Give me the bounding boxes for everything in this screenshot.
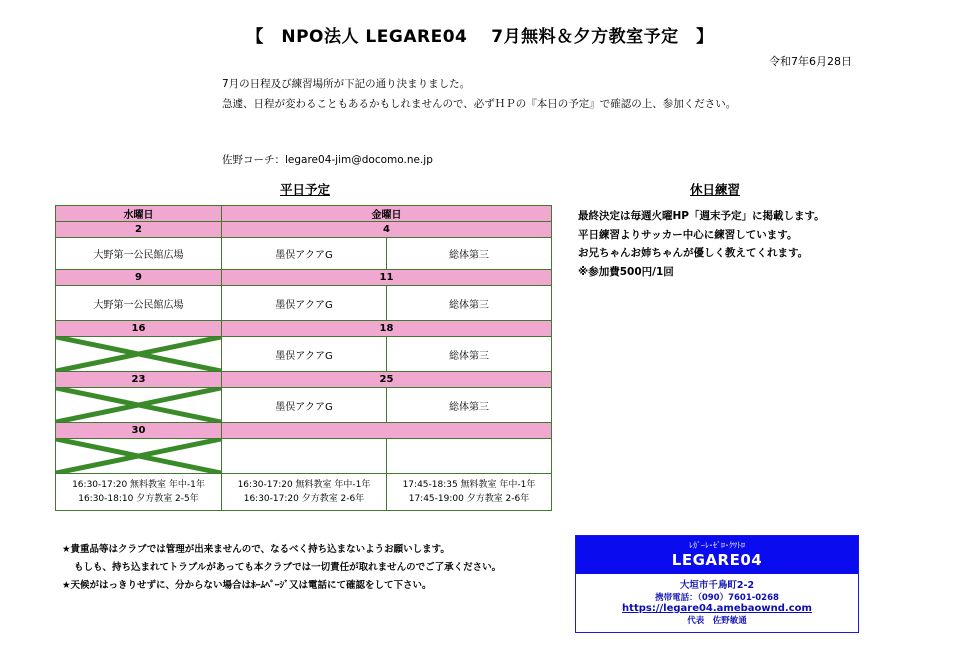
footnote-valuables: ★貴重品等はクラブでは管理が出来ませんので、なるべく持ち込まないようお願いします。 bbox=[62, 544, 450, 555]
fri-venue-1 bbox=[222, 439, 387, 474]
fri-time-note-a bbox=[222, 474, 387, 511]
footnote-liability: もしも、持ち込まれてトラブルがあっても本クラブでは一切責任が取れませんのでご了承ください。 bbox=[74, 562, 502, 573]
fri-date: 25 bbox=[222, 372, 552, 388]
date-row bbox=[56, 270, 552, 286]
fri-date: 18 bbox=[222, 321, 552, 337]
wed-date: 23 bbox=[56, 372, 222, 388]
club-contact-card bbox=[575, 535, 859, 633]
fri-venue-1: 墨俣アクアG bbox=[222, 337, 387, 372]
wed-cancelled-cell bbox=[56, 439, 222, 474]
fri-venue-2: 総体第三 bbox=[387, 286, 552, 321]
header-friday: 金曜日 bbox=[222, 206, 552, 222]
club-phone: 携帯電話：（090）7601-0268 bbox=[655, 593, 779, 603]
fri-venue-2: 総体第三 bbox=[387, 238, 552, 270]
date-row bbox=[56, 423, 552, 439]
club-address: 大垣市千鳥町2-2 bbox=[679, 580, 755, 591]
wed-cancelled-cell bbox=[56, 337, 222, 372]
wed-venue: 大野第一公民館広場 bbox=[56, 238, 222, 270]
venue-row bbox=[56, 388, 552, 423]
club-representative: 代表 佐野敏通 bbox=[687, 616, 747, 626]
holiday-line-4: ※参加費500円/1回 bbox=[578, 265, 674, 278]
date-row bbox=[56, 321, 552, 337]
date-row bbox=[56, 372, 552, 388]
wed-note-line-1: 16:30-17:20 無料教室 年中-1年 bbox=[72, 480, 205, 490]
holiday-line-1: 最終決定は毎週火曜HP「週末予定」に掲載します。 bbox=[578, 210, 825, 222]
venue-row bbox=[56, 337, 552, 372]
holiday-line-2: 平日練習よりサッカー中心に練習しています。 bbox=[578, 228, 798, 241]
cancelled-cross-icon bbox=[56, 388, 221, 422]
club-name-kana: ﾚｶﾞｰﾚ･ｾﾞﾛ･ｸﾜﾄﾛ bbox=[689, 541, 745, 550]
venue-row bbox=[56, 238, 552, 270]
wed-date: 16 bbox=[56, 321, 222, 337]
fri-venue-2 bbox=[387, 439, 552, 474]
intro-line-1: 7月の日程及び練習場所が下記の通り決まりました。 bbox=[222, 78, 471, 90]
wed-note-line-2: 16:30-18:10 夕方教室 2-5年 bbox=[78, 494, 199, 504]
card-body bbox=[576, 577, 858, 626]
wed-date: 2 bbox=[56, 222, 222, 238]
venue-row bbox=[56, 286, 552, 321]
table-header-row bbox=[56, 206, 552, 222]
weekday-section-title: 平日予定 bbox=[279, 182, 330, 197]
date-row bbox=[56, 222, 552, 238]
holiday-line-3: お兄ちゃんお姉ちゃんが優しく教えてくれます。 bbox=[578, 247, 809, 259]
page-title: 【 NPO法人 LEGARE04 7月無料＆夕方教室予定 】 bbox=[246, 27, 714, 47]
wed-date: 30 bbox=[56, 423, 222, 439]
cancelled-cross-icon bbox=[56, 337, 221, 371]
holiday-section-title: 休日練習 bbox=[689, 182, 740, 197]
coach-contact: 佐野コーチ：legare04-jim@docomo.ne.jp bbox=[222, 154, 433, 166]
holiday-info bbox=[578, 207, 825, 281]
fri-venue-2: 総体第三 bbox=[387, 388, 552, 423]
wed-date: 9 bbox=[56, 270, 222, 286]
club-name: LEGARE04 bbox=[671, 551, 763, 569]
fri-a-note-line-1: 16:30-17:20 無料教室 年中-1年 bbox=[237, 480, 371, 490]
fri-venue-2: 総体第三 bbox=[387, 337, 552, 372]
fri-venue-1: 墨俣アクアG bbox=[222, 238, 387, 270]
fri-venue-1: 墨俣アクアG bbox=[222, 286, 387, 321]
wed-venue: 大野第一公民館広場 bbox=[56, 286, 222, 321]
wed-cancelled-cell bbox=[56, 388, 222, 423]
issue-date: 令和7年6月28日 bbox=[769, 55, 852, 68]
header-wednesday: 水曜日 bbox=[56, 206, 222, 222]
wed-time-note bbox=[56, 474, 222, 511]
footnote-weather: ★天候がはっきりせずに、分からない場合はﾎｰﾑﾍﾟｰｼﾞ又は電話にて確認をして下さい。 bbox=[62, 580, 432, 591]
venue-row bbox=[56, 439, 552, 474]
card-header bbox=[576, 536, 858, 574]
fri-date: 11 bbox=[222, 270, 552, 286]
cancelled-cross-icon bbox=[56, 439, 221, 473]
fri-date: 4 bbox=[222, 222, 552, 238]
fri-b-note-line-1: 17:45-18:35 無料教室 年中-1年 bbox=[402, 480, 536, 490]
weekday-schedule-table bbox=[55, 205, 552, 511]
intro-line-2: 急遽、日程が変わることもあるかもしれませんので、必ずＨＰの『本日の予定』で確認の上、参加ください。 bbox=[222, 98, 737, 110]
fri-venue-1: 墨俣アクアG bbox=[222, 388, 387, 423]
fri-time-note-b bbox=[387, 474, 552, 511]
club-website-link[interactable]: https://legare04.amebaownd.com bbox=[622, 603, 812, 614]
fri-date bbox=[222, 423, 552, 439]
fri-b-note-line-2: 17:45-19:00 夕方教室 2-6年 bbox=[408, 494, 530, 504]
time-notes-row bbox=[56, 474, 552, 511]
fri-a-note-line-2: 16:30-17:20 夕方教室 2-6年 bbox=[243, 494, 365, 504]
